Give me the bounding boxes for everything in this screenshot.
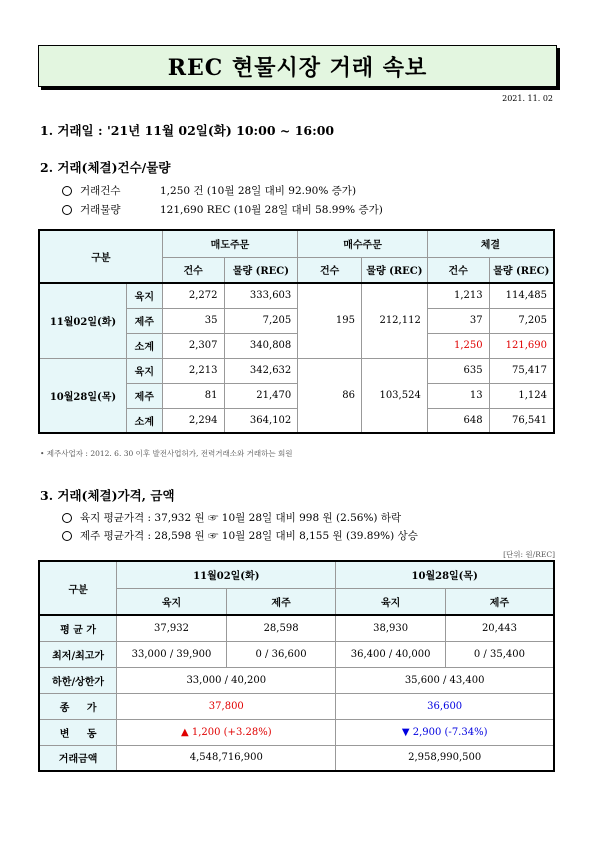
- volume-table: [38, 229, 555, 434]
- row-label-amount: 거래금액: [39, 745, 117, 771]
- cell-change-up: ▲ 1,200 (+3.28%): [117, 719, 336, 745]
- cell: 635: [427, 358, 489, 383]
- row-label-close: 종 가: [39, 693, 117, 719]
- cell-close-b: 36,600: [336, 693, 554, 719]
- header-jeju: 제주: [445, 588, 554, 615]
- cell: 37,932: [117, 615, 227, 641]
- cell: 1,124: [489, 383, 554, 408]
- cell: 2,307: [162, 333, 224, 358]
- header-volume: 물량 (REC): [489, 257, 554, 283]
- cell: 2,213: [162, 358, 224, 383]
- row-label-minmax: 최저/최고가: [39, 641, 117, 667]
- bullet-text: 제주 평균가격 : 28,598 원 ☞ 10월 28일 대비 8,155 원 (39.89%) 상승: [80, 530, 418, 542]
- header-count: 건수: [298, 257, 362, 283]
- cell: 21,470: [224, 383, 298, 408]
- header-gubun: 구분: [39, 561, 117, 615]
- page-title: REC 현물시장 거래 속보: [38, 45, 557, 87]
- section-2-title: 2. 거래(체결)건수/물량: [40, 160, 171, 175]
- unit-label: [단위: 원/REC]: [503, 550, 555, 559]
- header-deals: 체결: [427, 230, 554, 257]
- cell: 86: [298, 358, 362, 433]
- cell: 81: [162, 383, 224, 408]
- header-count: 건수: [162, 257, 224, 283]
- cell: 0 / 36,600: [226, 641, 336, 667]
- footnote: • 제주사업자 : 2012. 6. 30 이후 발전사업허가, 전력거래소와 거래하는 회원: [40, 449, 293, 458]
- cell: 0 / 35,400: [445, 641, 554, 667]
- row-label-avg: 평 균 가: [39, 615, 117, 641]
- cell: 38,930: [336, 615, 446, 641]
- cell: 2,958,990,500: [336, 745, 554, 771]
- cell: 28,598: [226, 615, 336, 641]
- header-volume: 물량 (REC): [224, 257, 298, 283]
- bullet-value: 1,250 건 (10월 28일 대비 92.90% 증가): [160, 185, 357, 197]
- cell: 7,205: [489, 308, 554, 333]
- cell: 4,548,716,900: [117, 745, 336, 771]
- cell: 103,524: [361, 358, 427, 433]
- row-label-land: 육지: [126, 283, 162, 308]
- cell-close-a: 37,800: [117, 693, 336, 719]
- bullet-key: 거래건수: [80, 185, 121, 197]
- cell: 35: [162, 308, 224, 333]
- header-jeju: 제주: [226, 588, 336, 615]
- row-date-a: 11월02일(화): [39, 283, 126, 358]
- row-label-land: 육지: [126, 358, 162, 383]
- cell: 195: [298, 283, 362, 358]
- header-volume: 물량 (REC): [361, 257, 427, 283]
- bullet-land-price: [62, 510, 401, 525]
- bullet-trade-count: [62, 183, 356, 198]
- cell: 2,294: [162, 408, 224, 433]
- header-buy-orders: 매수주문: [298, 230, 428, 257]
- circle-bullet-icon: [62, 186, 72, 196]
- cell: 76,541: [489, 408, 554, 433]
- header-sell-orders: 매도주문: [162, 230, 298, 257]
- bullet-value: 121,690 REC (10월 28일 대비 58.99% 증가): [160, 204, 383, 216]
- cell: 7,205: [224, 308, 298, 333]
- price-table: [38, 560, 555, 772]
- cell: 20,443: [445, 615, 554, 641]
- cell: 2,272: [162, 283, 224, 308]
- cell: 212,112: [361, 283, 427, 358]
- bullet-jeju-price: [62, 528, 418, 543]
- section-1-trade-date: 1. 거래일 : '21년 11월 02일(화) 10:00 ~ 16:00: [40, 123, 335, 138]
- header-date-a: 11월02일(화): [117, 561, 336, 588]
- cell: 33,000 / 40,200: [117, 667, 336, 693]
- report-date: 2021. 11. 02: [502, 94, 553, 103]
- circle-bullet-icon: [62, 513, 72, 523]
- cell: 36,400 / 40,000: [336, 641, 446, 667]
- header-gubun: 구분: [39, 230, 162, 283]
- row-label-subtotal: 소계: [126, 408, 162, 433]
- header-land: 육지: [117, 588, 227, 615]
- circle-bullet-icon: [62, 205, 72, 215]
- cell: 114,485: [489, 283, 554, 308]
- cell: 648: [427, 408, 489, 433]
- bullet-text: 육지 평균가격 : 37,932 원 ☞ 10월 28일 대비 998 원 (2.56%) 하락: [80, 512, 402, 524]
- row-label-change: 변 동: [39, 719, 117, 745]
- cell-highlight: 121,690: [489, 333, 554, 358]
- header-count: 건수: [427, 257, 489, 283]
- row-label-jeju: 제주: [126, 308, 162, 333]
- row-label-jeju: 제주: [126, 383, 162, 408]
- header-date-b: 10월28일(목): [336, 561, 554, 588]
- cell: 1,213: [427, 283, 489, 308]
- cell: 75,417: [489, 358, 554, 383]
- bullet-trade-volume: [62, 202, 383, 217]
- cell: 342,632: [224, 358, 298, 383]
- row-label-limits: 하한/상한가: [39, 667, 117, 693]
- cell: 364,102: [224, 408, 298, 433]
- section-3-title: 3. 거래(체결)가격, 금액: [40, 488, 175, 503]
- row-label-subtotal: 소계: [126, 333, 162, 358]
- cell: 13: [427, 383, 489, 408]
- cell-highlight: 1,250: [427, 333, 489, 358]
- cell: 333,603: [224, 283, 298, 308]
- cell: 37: [427, 308, 489, 333]
- cell: 35,600 / 43,400: [336, 667, 554, 693]
- circle-bullet-icon: [62, 531, 72, 541]
- cell-change-down: ▼ 2,900 (-7.34%): [336, 719, 554, 745]
- header-land: 육지: [336, 588, 446, 615]
- cell: 340,808: [224, 333, 298, 358]
- cell: 33,000 / 39,900: [117, 641, 227, 667]
- bullet-key: 거래물량: [80, 204, 121, 216]
- row-date-b: 10월28일(목): [39, 358, 126, 433]
